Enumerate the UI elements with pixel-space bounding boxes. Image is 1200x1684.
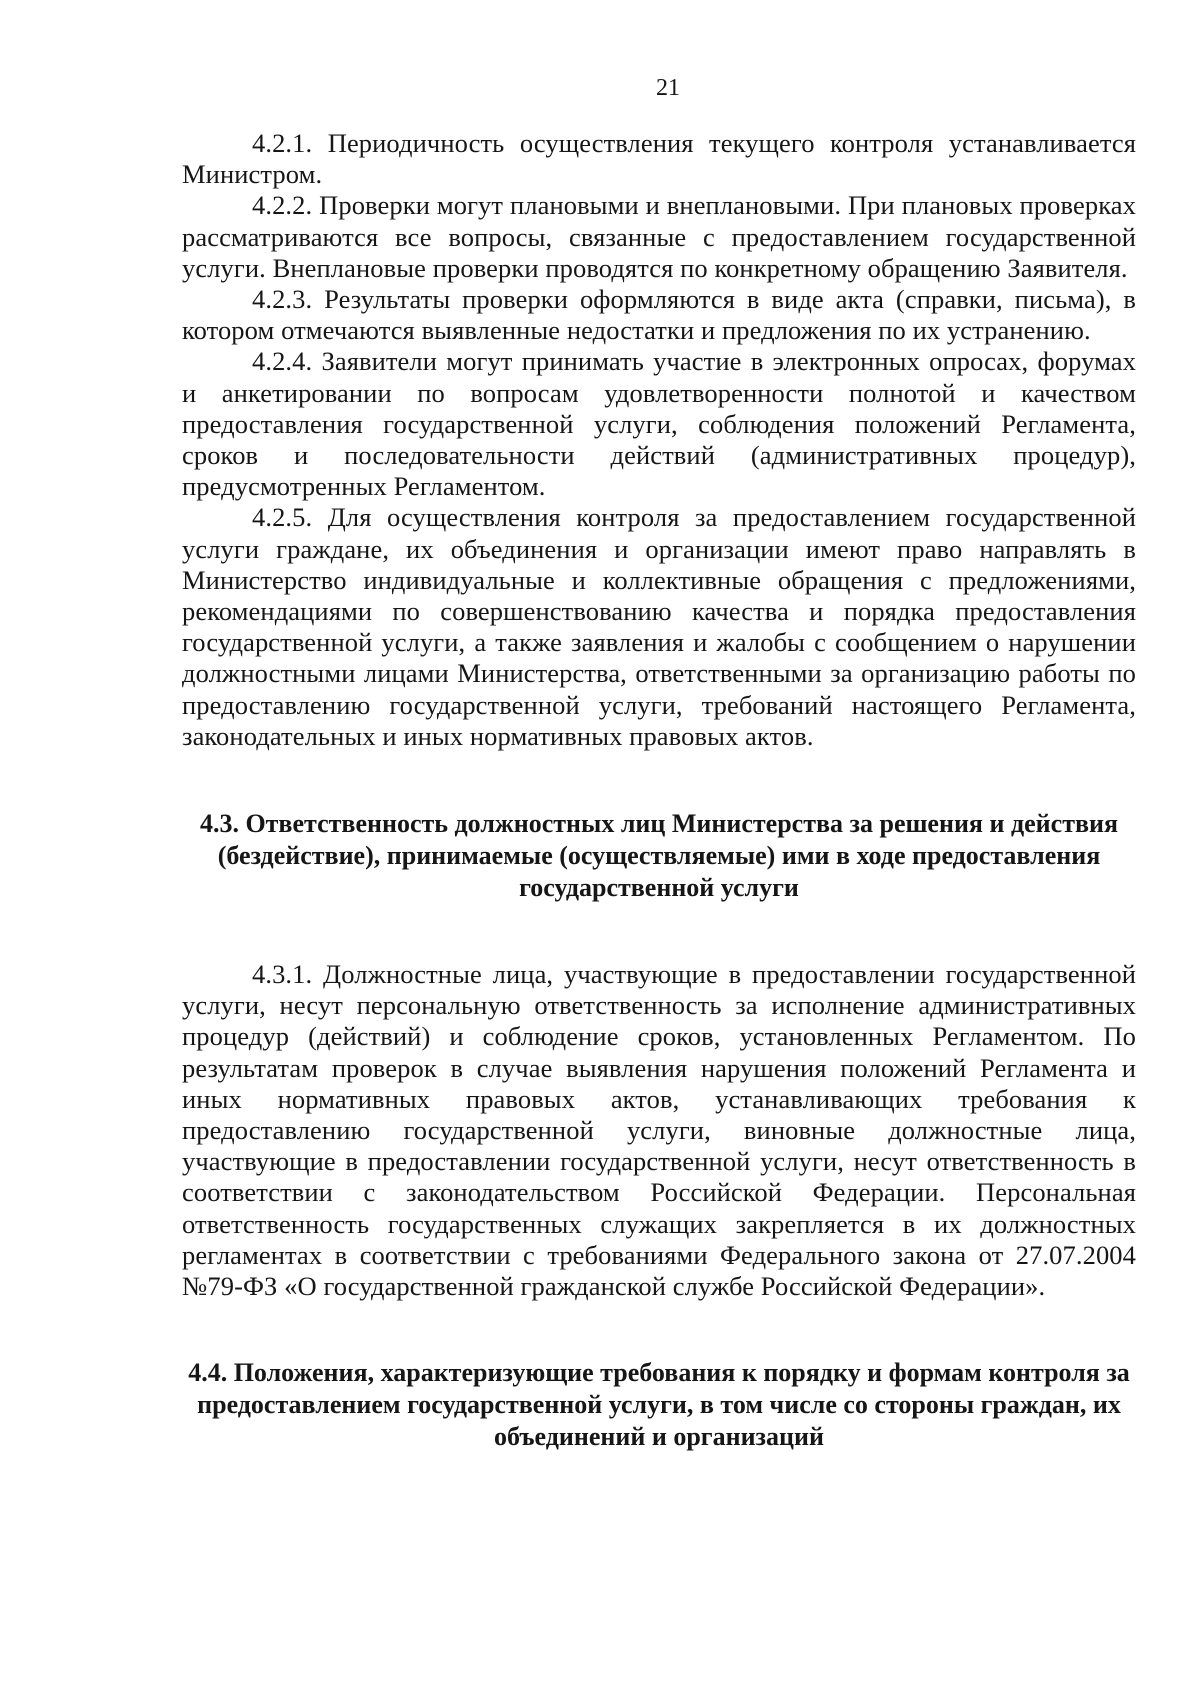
paragraph-4-3-1: 4.3.1. Должностные лица, участвующие в предоставлении государственной услуги, несут персональную ответственность за исполнение административных процедур (действий) и соблюдение сроков, установленных Регламентом. По результатам проверок в случае выявления нарушения положений Регламента и иных нормативных правовых актов, устанавливающих требования к предоставлению государственной услуги, виновные должностные лица, участвующие в предоставлении государственной услуги, несут ответственность в соответствии с законодательством Российской Федерации. Персональная ответственность государственных служащих закрепляется в их должностных регламентах в соответствии с требованиями Федерального закона от 27.07.2004 №79-ФЗ «О государственной гражданской службе Российской Федерации». (182, 959, 1136, 1302)
paragraph-4-2-4: 4.2.4. Заявители могут принимать участие в электронных опросах, форумах и анкетировании по вопросам удовлетворенности полнотой и качеством предоставления государственной услуги, соблюдения положений Регламента, сроков и последовательности действий (административных процедур), предусмотренных Регламентом. (182, 346, 1136, 502)
paragraph-4-2-5: 4.2.5. Для осуществления контроля за предоставлением государственной услуги граждане, их объединения и организации имеют право направлять в Министерство индивидуальные и коллективные обращения с предложениями, рекомендациями по совершенствованию качества и порядка предоставления государственной услуги, а также заявления и жалобы с сообщением о нарушении должностными лицами Министерства, ответственными за организацию работы по предоставлению государственной услуги, требований настоящего Регламента, законодательных и иных нормативных правовых актов. (182, 502, 1136, 751)
paragraph-4-2-1: 4.2.1. Периодичность осуществления текущего контроля устанавливается Министром. (182, 128, 1136, 190)
paragraph-4-2-3: 4.2.3. Результаты проверки оформляются в виде акта (справки, письма), в котором отмечаются выявленные недостатки и предложения по их устранению. (182, 284, 1136, 346)
section-heading-4-4: 4.4. Положения, характеризующие требования к порядку и формам контроля за предоставлением государственной услуги, в том числе со стороны граждан, их объединений и организаций (188, 1358, 1130, 1452)
document-page (182, 72, 1136, 1453)
section-heading-4-3: 4.3. Ответственность должностных лиц Министерства за решения и действия (бездействие), принимаемые (осуществляемые) ими в ходе предоставления государственной услуги (199, 809, 1119, 903)
paragraph-4-2-2: 4.2.2. Проверки могут плановыми и внеплановыми. При плановых проверках рассматриваются все вопросы, связанные с предоставлением государственной услуги. Внеплановые проверки проводятся по конкретному обращению Заявителя. (182, 190, 1136, 283)
page-number: 21 (656, 75, 680, 101)
